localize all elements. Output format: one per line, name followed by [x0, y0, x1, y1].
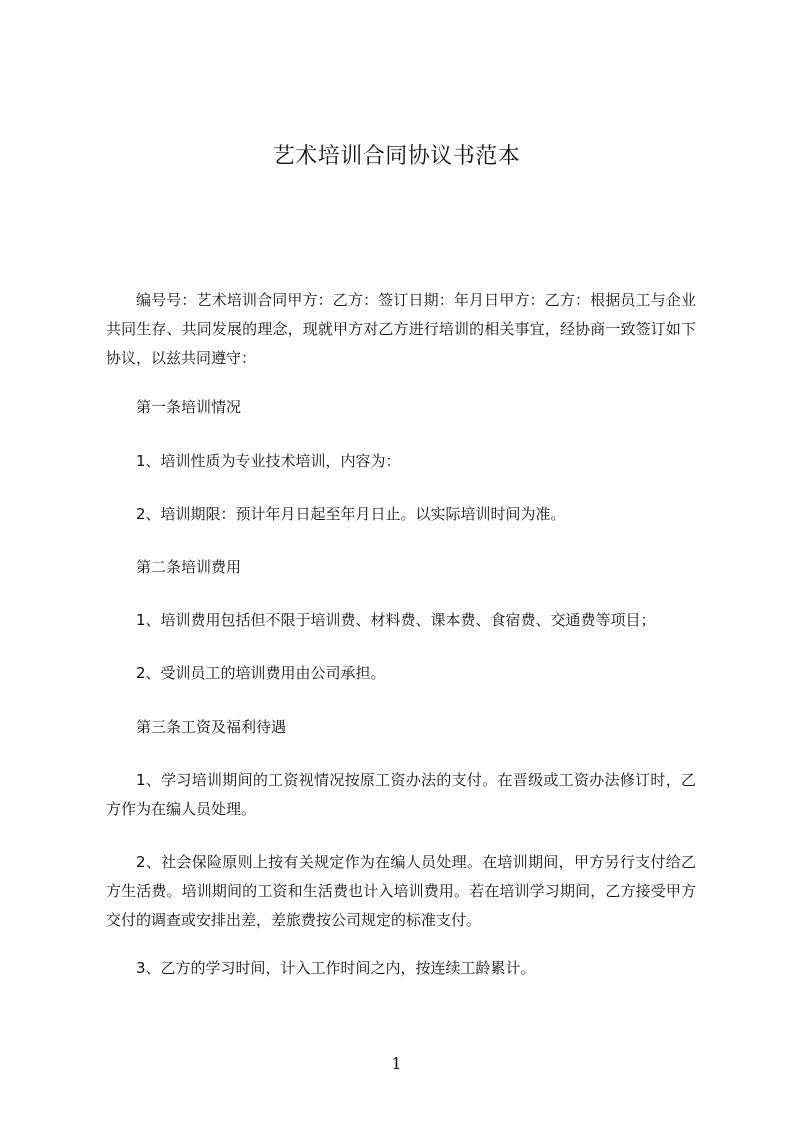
page-number: 1 — [391, 1054, 402, 1073]
article-3-item-2: 2、社会保险原则上按有关规定作为在编人员处理。在培训期间，甲方另行支付给乙方生活费。培训期间的工资和生活费也计入培训费用。若在培训学习期间，乙方接受甲方交付的调查或安排出差，差旅费按公司规定的标准支付。 — [106, 853, 696, 929]
article-3-item-3: 3、乙方的学习时间，计入工作时间之内，按连续工龄累计。 — [136, 959, 536, 977]
article-3-heading: 第三条工资及福利待遇 — [136, 718, 287, 736]
article-1-item-1: 1、培训性质为专业技术培训，内容为： — [136, 452, 401, 470]
intro-paragraph: 编号号：艺术培训合同甲方：乙方：签订日期：年月日甲方：乙方：根据员工与企业共同生存、共同发展的理念，现就甲方对乙方进行培训的相关事宜，经协商一致签订如下协议，以兹共同遵守： — [106, 291, 696, 367]
article-2-item-1: 1、培训费用包括但不限于培训费、材料费、课本费、食宿费、交通费等项目； — [136, 611, 656, 629]
article-1-heading: 第一条培训情况 — [136, 398, 242, 416]
article-2-item-2: 2、受训员工的培训费用由公司承担。 — [136, 664, 386, 682]
article-1-item-2: 2、培训期限：预计年月日起至年月日止。以实际培训时间为准。 — [136, 505, 566, 523]
article-3-item-1: 1、学习培训期间的工资视情况按原工资办法的支付。在晋级或工资办法修订时，乙方作为在编人员处理。 — [106, 771, 696, 818]
document-title: 艺术培训合同协议书范本 — [272, 144, 521, 169]
article-2-heading: 第二条培训费用 — [136, 558, 242, 576]
